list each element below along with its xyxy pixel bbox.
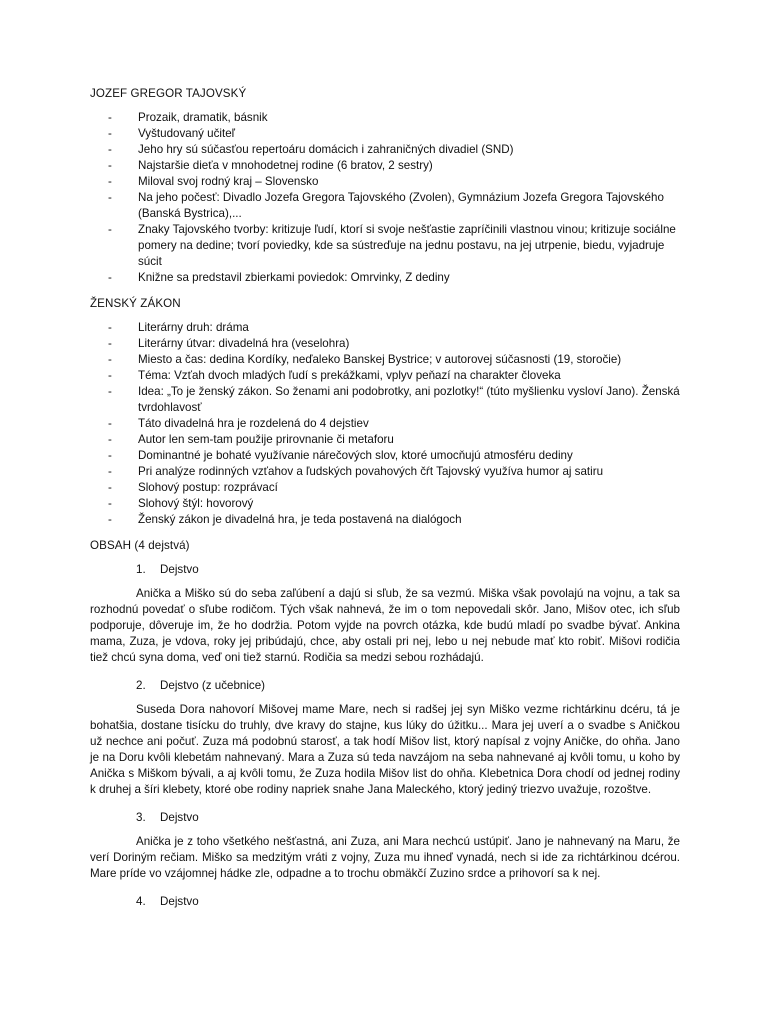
list-item: - Na jeho počesť: Divadlo Jozefa Gregora Tajovského (Zvolen), Gymnázium Jozefa Gregora Tajovského (Banská Bystrica),... bbox=[90, 190, 680, 222]
act-paragraph-1: Anička a Miško sú do seba zaľúbení a dajú si sľub, že sa vezmú. Miška však povolajú na vojnu, a tak sa rozhodnú povedať o sľube rodičom. Tých však nahnevá, že im o tom nepovedali skôr. Jano, Mišov otec, ich sľub podporuje, dôveruje im, že ho dodržia. Potom vyjde na povrch otázka, kde budú mladí po svadbe bývať. Ankina mama, Zuza, je vdova, roky jej pribúdajú, chce, aby ostali pri nej, lebo u nej nebude mať kto robiť. Mišovi rodičia tiež chcú syna doma, veď oni tiež starnú. Rodičia sa medzi sebou rozhádajú. bbox=[90, 587, 680, 664]
act-number: 2. bbox=[136, 679, 146, 692]
work-heading: ŽENSKÝ ZÁKON bbox=[90, 297, 181, 310]
list-item: - Literárny druh: dráma bbox=[90, 320, 680, 336]
list-item: - Ženský zákon je divadelná hra, je teda postavená na dialógoch bbox=[90, 512, 680, 528]
list-item: - Téma: Vzťah dvoch mladých ľudí s prekážkami, vplyv peňazí na charakter človeka bbox=[90, 368, 680, 384]
act-label: Dejstvo bbox=[160, 811, 199, 824]
act-paragraph-2: Suseda Dora nahovorí Mišovej mame Mare, nech si radšej jej syn Miško vezme richtárkinu dcéru, tá je bohatšia, dostane tisícku do truhly, dve kravy do stajne, kus lúky do úžitku... Mara jej uverí a o svadbe s Aničkou už nechce ani počuť. Zuza má podobnú starosť, a tak hodí Mišov list, ktorý napísal z vojny Aničke, do ohňa. Jano je na Doru kvôli klebetám nahnevaný. Mara a Zuza sú teda navzájom na seba nahnevané aj kvôli tomu, u koho by Anička s Miškom bývali, a aj kvôli tomu, že Zuza hodila Mišov list do ohňa. Klebetnica Dora chodí od jednej rodiny k druhej a šíri klebety, ktoré obe rodiny napriek snahe Jana Maleckého, ktorý jediný triezvo uvažuje, rozoštve. bbox=[90, 703, 680, 796]
act-number: 1. bbox=[136, 563, 146, 576]
document-content bbox=[90, 86, 680, 918]
list-item: - Jeho hry sú súčasťou repertoáru domácich i zahraničných divadiel (SND) bbox=[90, 142, 680, 158]
list-item: - Idea: „To je ženský zákon. So ženami ani podobrotky, ani pozlotky!“ (túto myšlienku vysloví Jano). Ženská tvrdohlavosť bbox=[90, 384, 680, 416]
list-item: - Knižne sa predstavil zbierkami poviedok: Omrvinky, Z dediny bbox=[90, 270, 680, 286]
act-heading-1 bbox=[90, 562, 680, 578]
act-label: Dejstvo (z učebnice) bbox=[160, 679, 266, 692]
act-paragraph-3: Anička je z toho všetkého nešťastná, ani Zuza, ani Mara nechcú ustúpiť. Jano je nahnevaný na Maru, že verí Doriným rečiam. Miško sa medzitým vráti z vojny, Zuza mu ihneď vynadá, nech si ide za richtárkinou dcérou. Mare príde vo vzájomnej hádke zle, odpadne a to trochu obmäkčí Zuzino srdce a prihovorí sa k nej. bbox=[90, 835, 680, 880]
list-item: - Autor len sem-tam použije prirovnanie či metaforu bbox=[90, 432, 680, 448]
author-facts-list bbox=[90, 110, 680, 286]
act-number: 4. bbox=[136, 895, 146, 908]
list-item: - Pri analýze rodinných vzťahov a ľudských povahových čŕt Tajovský využíva humor aj satiru bbox=[90, 464, 680, 480]
list-item: - Vyštudovaný učiteľ bbox=[90, 126, 680, 142]
work-facts-list bbox=[90, 320, 680, 528]
act-heading-3 bbox=[90, 810, 680, 826]
act-heading-2 bbox=[90, 678, 680, 694]
list-item: - Miloval svoj rodný kraj – Slovensko bbox=[90, 174, 680, 190]
act-heading-4 bbox=[90, 894, 680, 910]
act-label: Dejstvo bbox=[160, 563, 199, 576]
list-item: - Najstaršie dieťa v mnohodetnej rodine (6 bratov, 2 sestry) bbox=[90, 158, 680, 174]
list-item: - Slohový štýl: hovorový bbox=[90, 496, 680, 512]
list-item: - Literárny útvar: divadelná hra (veselohra) bbox=[90, 336, 680, 352]
list-item: - Táto divadelná hra je rozdelená do 4 dejstiev bbox=[90, 416, 680, 432]
list-item: - Slohový postup: rozprávací bbox=[90, 480, 680, 496]
act-number: 3. bbox=[136, 811, 146, 824]
summary-heading: OBSAH (4 dejstvá) bbox=[90, 539, 190, 552]
act-label: Dejstvo bbox=[160, 895, 199, 908]
list-item: - Znaky Tajovského tvorby: kritizuje ľudí, ktorí si svoje nešťastie zapríčinili vlastnou vinou; kritizuje sociálne pomery na dedine; tvorí poviedky, kde sa sústreďuje na jednu postavu, na jej utrpenie, biedu, vyjadruje súcit bbox=[90, 222, 680, 270]
list-item: - Miesto a čas: dedina Kordíky, neďaleko Banskej Bystrice; v autorovej súčasnosti (19, storočie) bbox=[90, 352, 680, 368]
author-heading: JOZEF GREGOR TAJOVSKÝ bbox=[90, 87, 247, 100]
list-item: - Dominantné je bohaté využívanie nárečových slov, ktoré umocňujú atmosféru dediny bbox=[90, 448, 680, 464]
list-item: - Prozaik, dramatik, básnik bbox=[90, 110, 680, 126]
